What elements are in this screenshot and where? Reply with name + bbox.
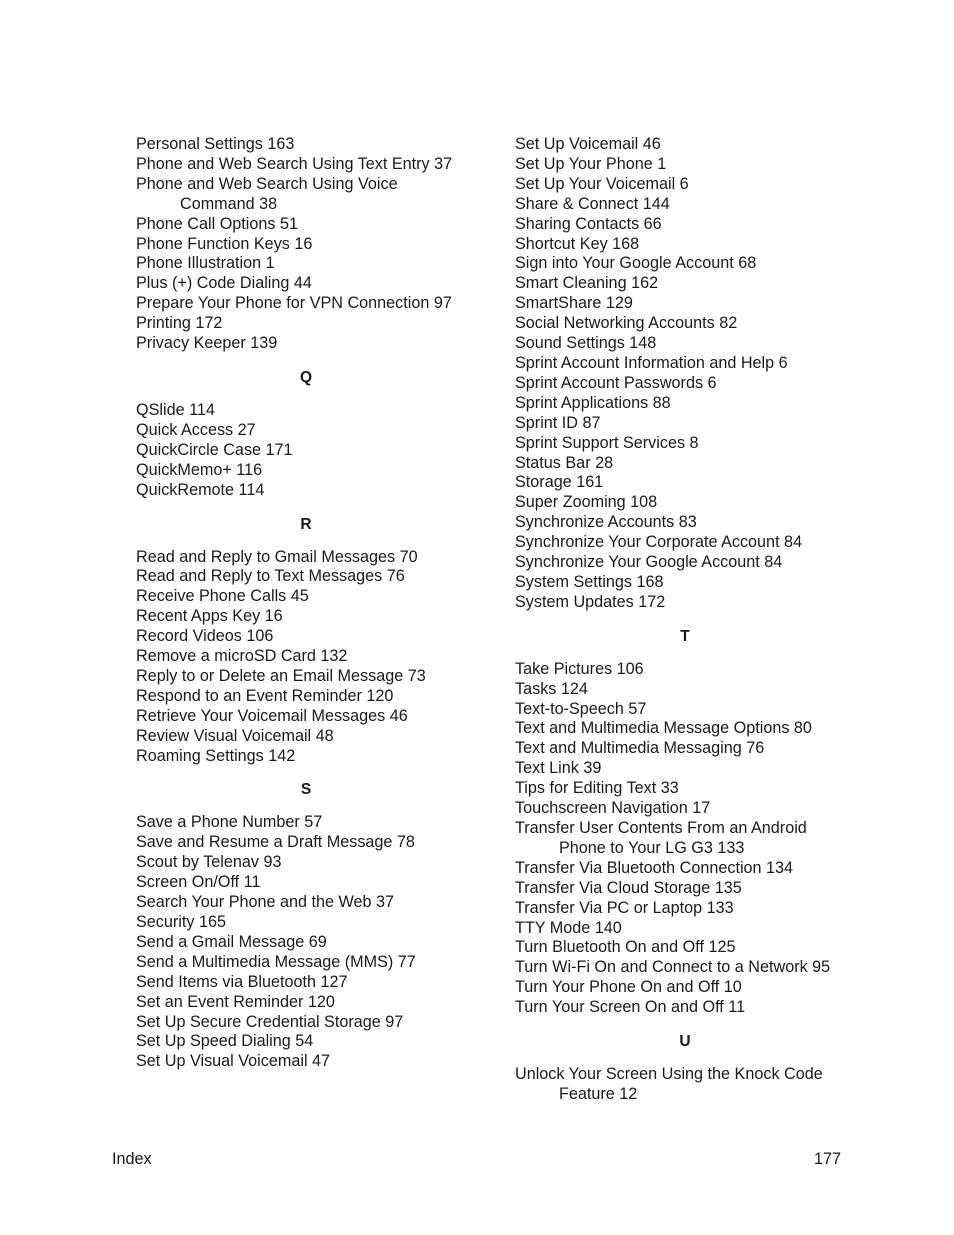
index-entry: Turn Wi-Fi On and Connect to a Network 95 <box>515 958 831 977</box>
index-entry: Security 165 <box>136 913 226 931</box>
index-entry: Set Up Visual Voicemail 47 <box>136 1052 331 1071</box>
index-entry: Turn Your Screen On and Off 11 <box>515 998 746 1017</box>
index-entry: QuickCircle Case 171 <box>136 440 293 459</box>
index-entry: Reply to or Delete an Email Message 73 <box>136 666 426 685</box>
index-entry: QuickMemo+ 116 <box>136 460 263 479</box>
index-entry: Smart Cleaning 162 <box>515 274 659 293</box>
index-entry: Roaming Settings 142 <box>136 746 296 765</box>
index-entry: Set Up Secure Credential Storage 97 <box>136 1012 404 1031</box>
index-entry: Save a Phone Number 57 <box>136 813 323 832</box>
index-entry: Set an Event Reminder 120 <box>136 992 335 1011</box>
index-column-left <box>136 135 476 1072</box>
index-entry: Sprint ID 87 <box>515 413 601 432</box>
index-entry: Set Up Speed Dialing 54 <box>136 1032 314 1051</box>
section-letter: Q <box>299 368 313 386</box>
index-entry: Text and Multimedia Messaging 76 <box>515 739 765 758</box>
index-column-right <box>515 135 855 1105</box>
index-entry: Send a Multimedia Message (MMS) 77 <box>136 952 416 971</box>
index-entry: Sign into Your Google Account 68 <box>515 254 757 273</box>
section-letter: U <box>679 1033 691 1051</box>
index-entry: Sprint Support Services 8 <box>515 433 699 452</box>
index-entry: Record Videos 106 <box>136 627 274 646</box>
section-letter: R <box>300 515 312 533</box>
index-entry: Tips for Editing Text 33 <box>515 779 679 798</box>
index-entry: Phone Illustration 1 <box>136 254 275 273</box>
index-entry: Phone Call Options 51 <box>136 214 298 233</box>
index-entry: Phone and Web Search Using Voice Command 38 <box>136 174 398 213</box>
index-entry: Set Up Voicemail 46 <box>515 135 661 153</box>
footer-page-number: 177 <box>814 1150 842 1168</box>
index-entry: Sound Settings 148 <box>515 334 657 353</box>
index-entry: Turn Bluetooth On and Off 125 <box>515 938 736 957</box>
index-entry: Storage 161 <box>515 473 604 492</box>
index-entry: Text-to-Speech 57 <box>515 699 647 718</box>
index-entry: Synchronize Your Corporate Account 84 <box>515 533 803 552</box>
index-entry: Super Zooming 108 <box>515 493 658 512</box>
index-entry: Retrieve Your Voicemail Messages 46 <box>136 706 408 725</box>
index-entry: Search Your Phone and the Web 37 <box>136 893 395 912</box>
index-entry: Touchscreen Navigation 17 <box>515 799 711 818</box>
index-entry: Synchronize Accounts 83 <box>515 513 697 532</box>
index-entry: Phone Function Keys 16 <box>136 234 313 253</box>
index-entry: Recent Apps Key 16 <box>136 607 283 626</box>
index-entry: Shortcut Key 168 <box>515 234 640 253</box>
index-entry: Sprint Applications 88 <box>515 393 671 412</box>
index-entry: Text and Multimedia Message Options 80 <box>515 719 812 738</box>
index-entry: Transfer Via PC or Laptop 133 <box>515 898 734 917</box>
index-entry: Send a Gmail Message 69 <box>136 932 327 951</box>
index-entry: Text Link 39 <box>515 759 602 778</box>
index-entry: QuickRemote 114 <box>136 480 265 499</box>
index-entry: Take Pictures 106 <box>515 659 644 678</box>
index-entry: Personal Settings 163 <box>136 135 295 153</box>
index-entry: System Updates 172 <box>515 592 666 611</box>
index-entry: Respond to an Event Reminder 120 <box>136 686 394 705</box>
index-entry: Unlock Your Screen Using the Knock Code Feature 12 <box>515 1065 823 1103</box>
index-entry: Scout by Telenav 93 <box>136 853 282 872</box>
index-entry: Set Up Your Voicemail 6 <box>515 174 689 193</box>
index-entry: Screen On/Off 11 <box>136 873 261 892</box>
index-entry: Status Bar 28 <box>515 453 614 472</box>
index-entry: Turn Your Phone On and Off 10 <box>515 978 742 997</box>
index-entry: Plus (+) Code Dialing 44 <box>136 274 312 293</box>
index-entry: Send Items via Bluetooth 127 <box>136 972 348 991</box>
index-entry: Tasks 124 <box>515 679 588 698</box>
index-entry: System Settings 168 <box>515 572 664 591</box>
index-entry: Prepare Your Phone for VPN Connection 97 <box>136 294 452 313</box>
index-entry: Quick Access 27 <box>136 420 256 439</box>
index-entry: Review Visual Voicemail 48 <box>136 726 334 745</box>
index-entry: Read and Reply to Text Messages 76 <box>136 567 405 586</box>
section-letter: S <box>300 781 312 799</box>
index-entry: Printing 172 <box>136 314 223 333</box>
index-entry: Transfer User Contents From an Android Phone to Your LG G3 133 <box>515 819 807 857</box>
index-entry: Phone and Web Search Using Text Entry 37 <box>136 154 453 173</box>
index-entry: QSlide 114 <box>136 400 215 419</box>
section-letter: T <box>680 627 690 645</box>
index-entry: Sprint Account Information and Help 6 <box>515 353 788 372</box>
index-entry: Sprint Account Passwords 6 <box>515 373 717 392</box>
index-entry: Synchronize Your Google Account 84 <box>515 553 783 572</box>
index-entry: Remove a microSD Card 132 <box>136 647 348 666</box>
index-entry: TTY Mode 140 <box>515 918 622 937</box>
index-entry: Share & Connect 144 <box>515 194 670 213</box>
index-entry: SmartShare 129 <box>515 294 633 313</box>
index-entry: Set Up Your Phone 1 <box>515 154 667 173</box>
index-entry: Social Networking Accounts 82 <box>515 314 738 333</box>
index-entry: Save and Resume a Draft Message 78 <box>136 833 415 852</box>
index-entry: Privacy Keeper 139 <box>136 334 278 353</box>
index-entry: Sharing Contacts 66 <box>515 214 662 233</box>
index-entry: Transfer Via Cloud Storage 135 <box>515 878 742 897</box>
index-entry: Read and Reply to Gmail Messages 70 <box>136 547 418 566</box>
footer-label: Index <box>112 1150 152 1168</box>
index-entry: Receive Phone Calls 45 <box>136 587 309 606</box>
index-entry: Transfer Via Bluetooth Connection 134 <box>515 858 794 877</box>
